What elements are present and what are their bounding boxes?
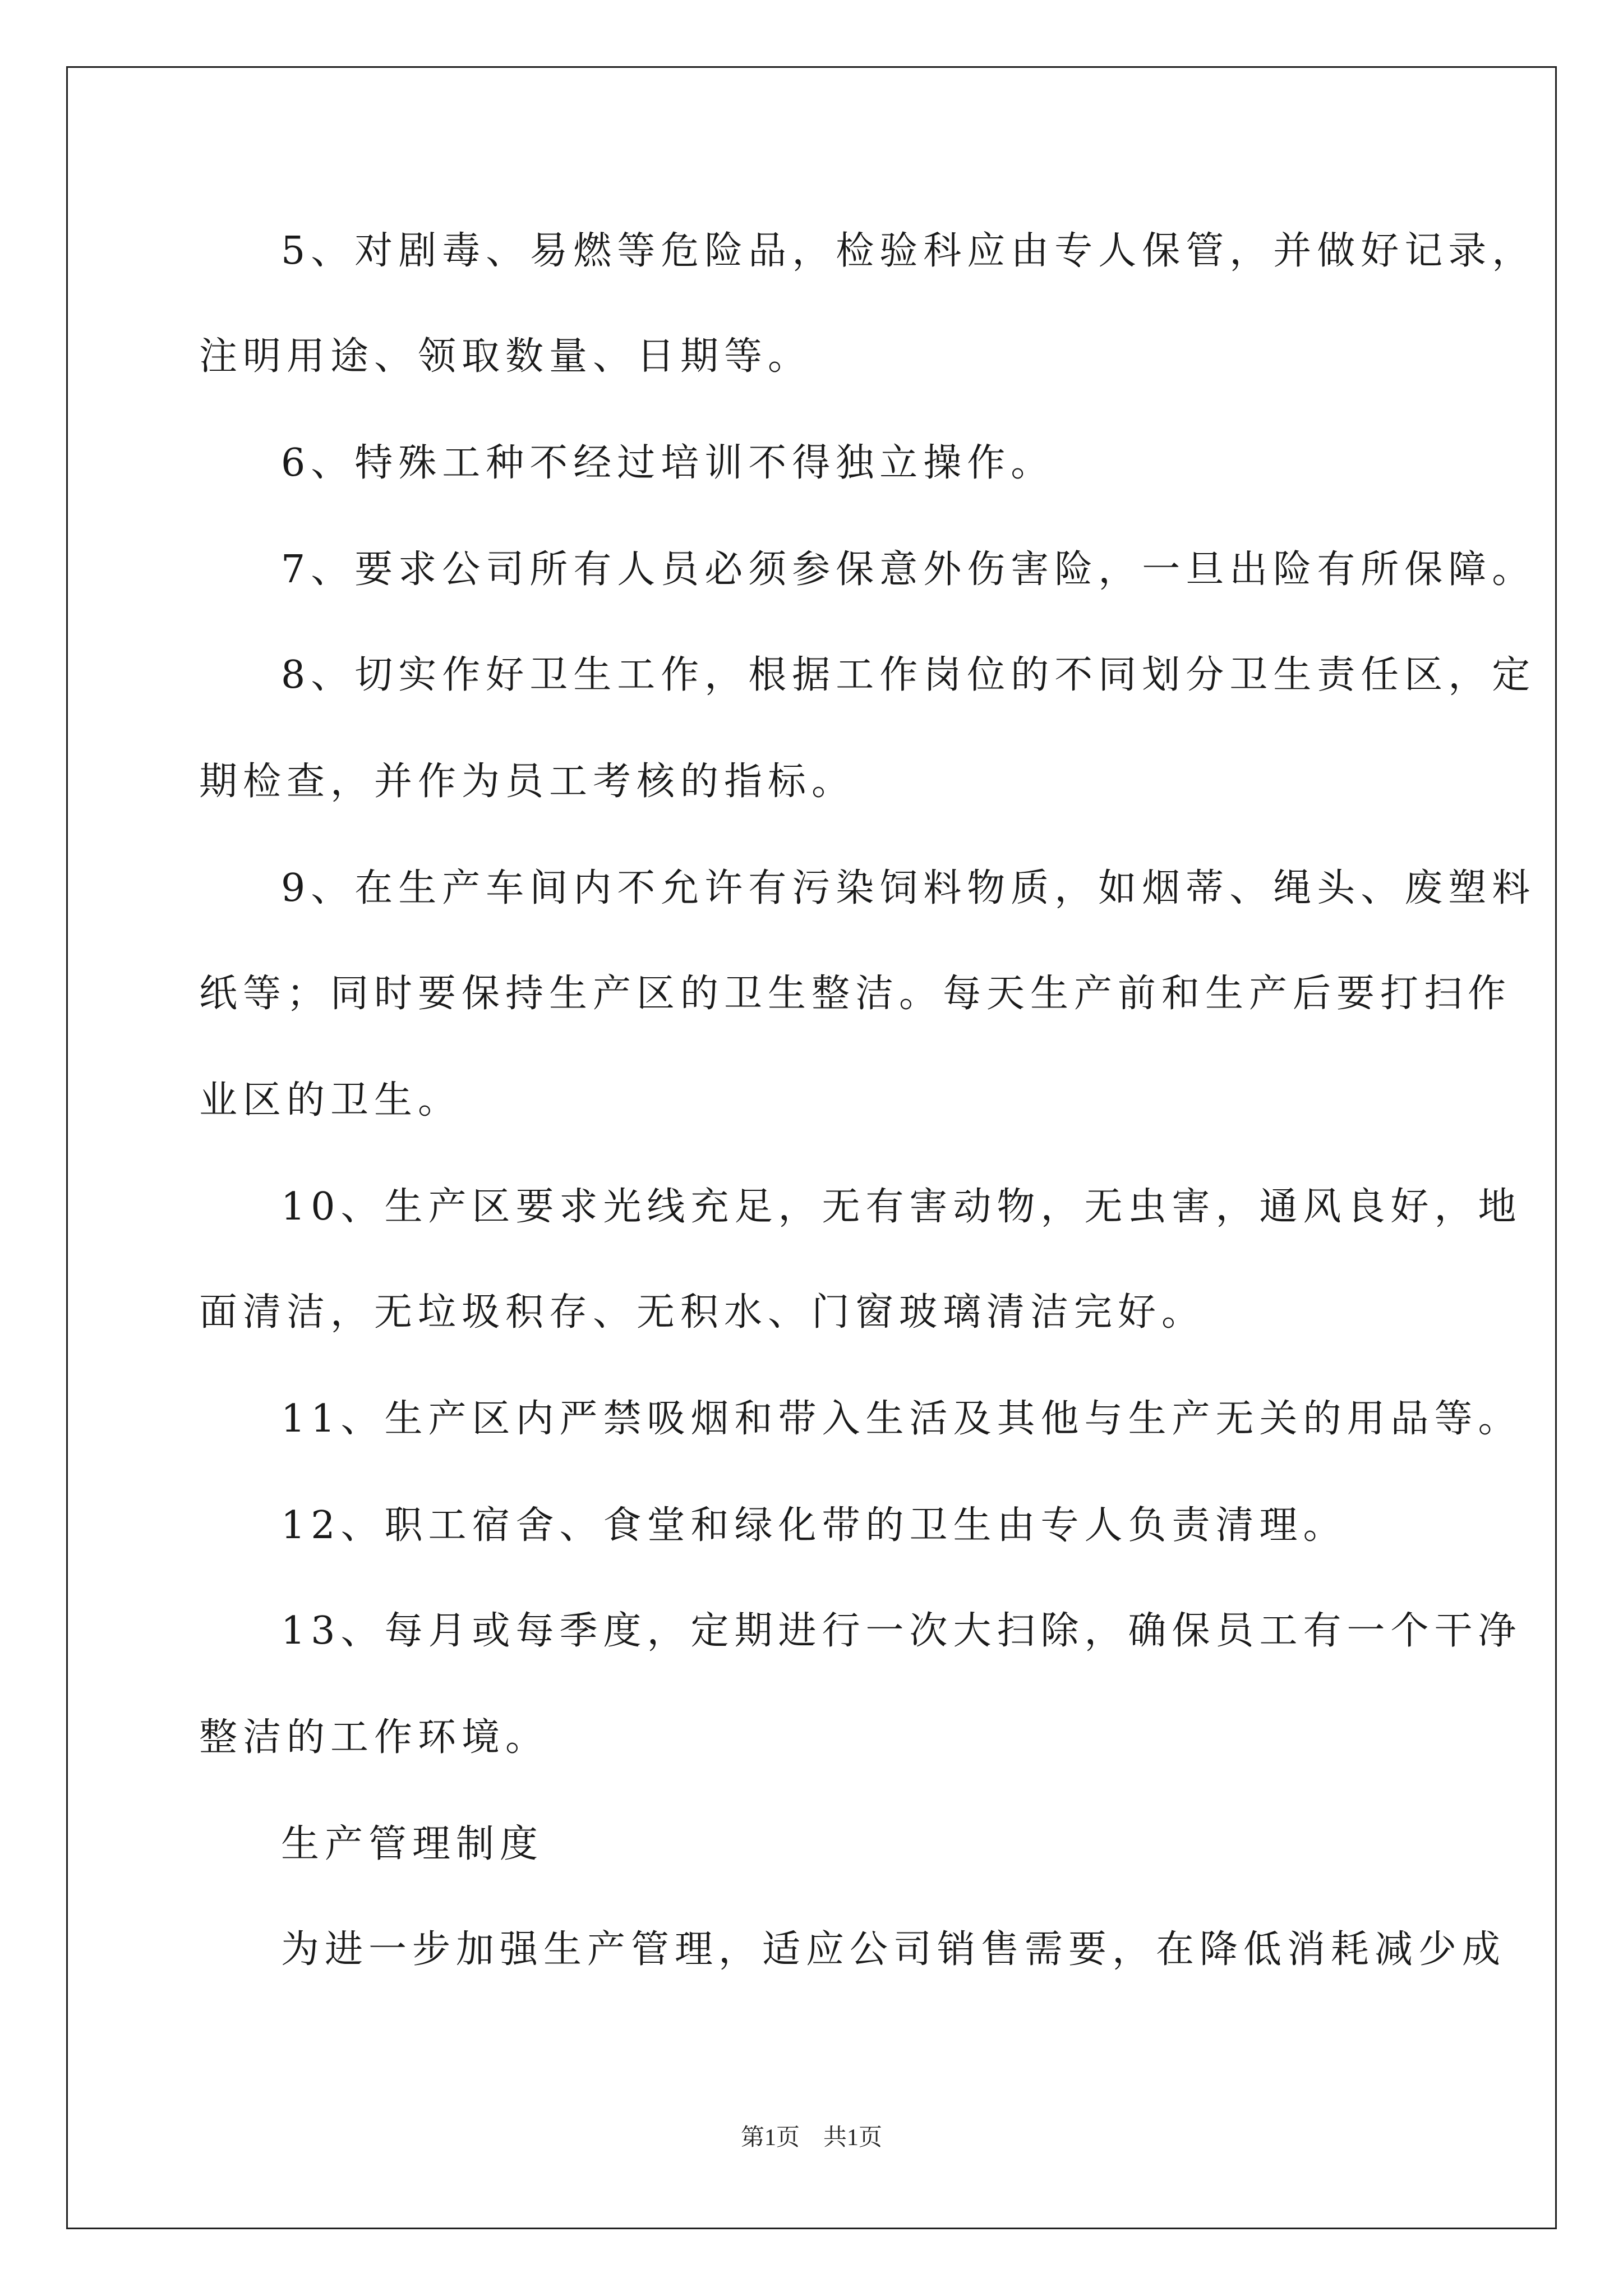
paragraph-line: 期检查，并作为员工考核的指标。 [199,760,856,804]
paragraph-line: 9、在生产车间内不允许有污染饲料物质，如烟蒂、绳头、废塑料 [281,866,1536,910]
page-border [66,66,1557,2229]
paragraph-line: 6、特殊工种不经过培训不得独立操作。 [281,441,1055,485]
paragraph-line: 注明用途、领取数量、日期等。 [199,334,812,379]
paragraph-line: 纸等；同时要保持生产区的卫生整洁。每天生产前和生产后要打扫作 [199,972,1512,1016]
paragraph-line: 5、对剧毒、易燃等危险品，检验科应由专人保管，并做好记录， [281,229,1536,273]
section-heading: 生产管理制度 [281,1822,544,1866]
paragraph-line: 为进一步加强生产管理，适应公司销售需要，在降低消耗减少成 [281,1927,1506,1972]
paragraph-line: 11、生产区内严禁吸烟和带入生活及其他与生产无关的用品等。 [281,1397,1522,1441]
paragraph-line: 面清洁，无垃圾积存、无积水、门窗玻璃清洁完好。 [199,1290,1206,1335]
paragraph-line: 10、生产区要求光线充足，无有害动物，无虫害，通风良好，地 [281,1185,1522,1229]
paragraph-line: 整洁的工作环境。 [199,1715,550,1760]
paragraph-line: 8、切实作好卫生工作，根据工作岗位的不同划分卫生责任区，定 [281,653,1536,697]
paragraph-line: 12、职工宿舍、食堂和绿化带的卫生由专人负责清理。 [281,1503,1347,1548]
paragraph-line: 7、要求公司所有人员必须参保意外伤害险，一旦出险有所保障。 [281,547,1536,592]
paragraph-line: 业区的卫生。 [199,1078,462,1122]
page-number-footer: 第1页 共1页 [740,2125,882,2151]
paragraph-line: 13、每月或每季度，定期进行一次大扫除，确保员工有一个干净 [281,1609,1522,1653]
